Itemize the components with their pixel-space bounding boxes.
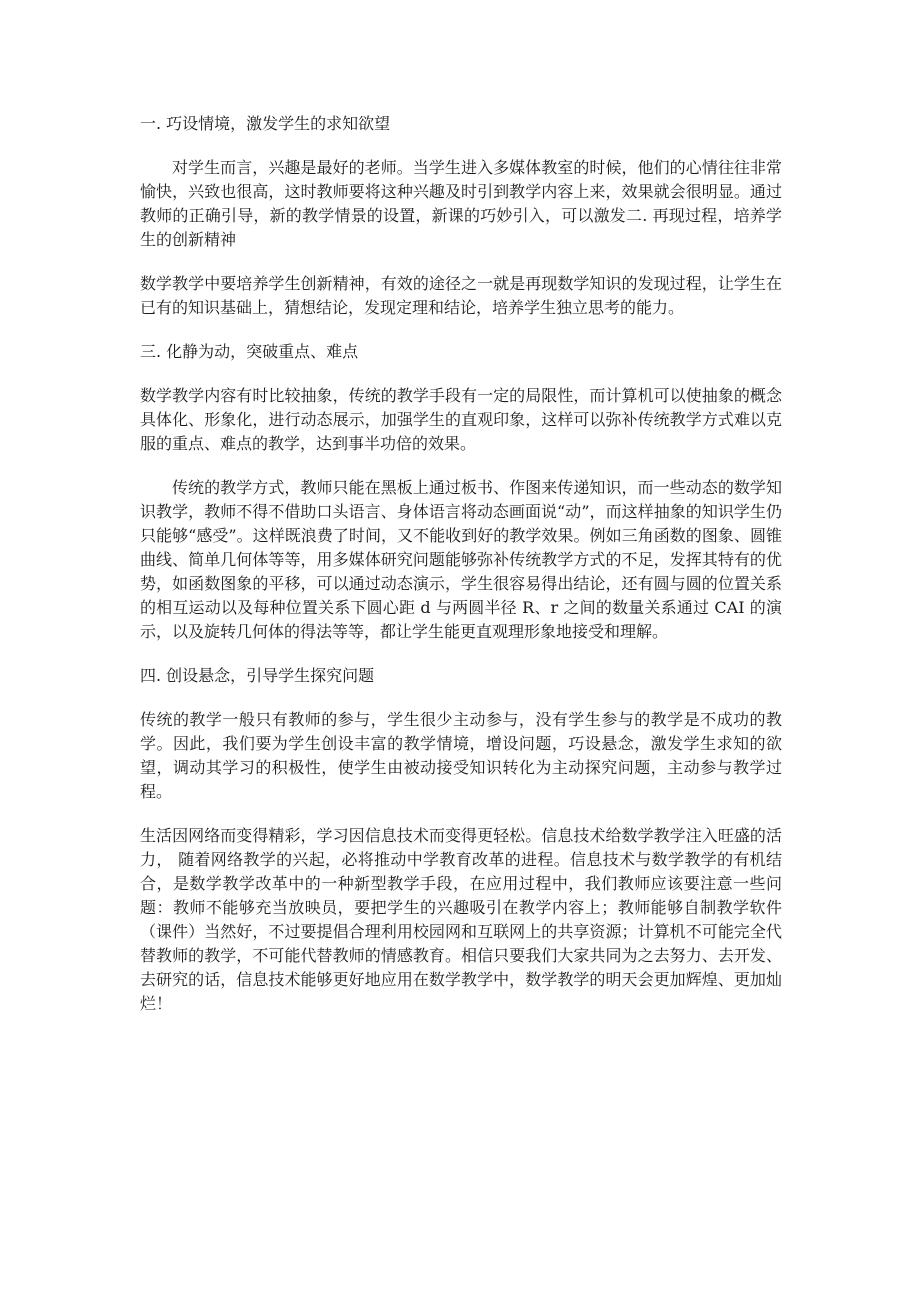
paragraph-1: 对学生而言，兴趣是最好的老师。当学生进入多媒体教室的时候，他们的心情往往非常愉快，兴致也很高，这时教师要将这种兴趣及时引到教学内容上来，效果就会很明显。通过教师的正确引导，新的教学情景的设置，新课的巧妙引入，可以激发二. 再现过程，培养学生的创新精神 (140, 158, 782, 249)
document-page (140, 112, 782, 1036)
paragraph-2: 数学教学中要培养学生创新精神，有效的途径之一就是再现数学知识的发现过程，让学生在已有的知识基础上，猜想结论，发现定理和结论，培养学生独立思考的能力。 (140, 274, 782, 317)
paragraph-6: 生活因网络而变得精彩，学习因信息技术而变得更轻松。信息技术给数学教学注入旺盛的活力， 随着网络教学的兴起，必将推动中学教育改革的进程。信息技术与数学教学的有机结合，是数学教学改革中的一种新型教学手段，在应用过程中，我们教师应该要注意一些问题：教师不能够充当放映员，要把学生的兴趣吸引在教学内容上；教师能够自制教学软件（课件）当然好，不过要提倡合理利用校园网和互联网上的共享资源；计算机不可能完全代替教师的教学，不可能代替教师的情感教育。相信只要我们大家共同为之去努力、去开发、去研究的话，信息技术能够更好地应用在数学教学中，数学教学的明天会更加辉煌、更加灿烂！ (140, 826, 782, 1013)
paragraph-3: 数学教学内容有时比较抽象，传统的教学手段有一定的局限性，而计算机可以使抽象的概念具体化、形象化，进行动态展示，加强学生的直观印象，这样可以弥补传统教学方式难以克服的重点、难点的教学，达到事半功倍的效果。 (140, 386, 782, 453)
section-heading-4: 四. 创设悬念，引导学生探究问题 (140, 666, 375, 685)
paragraph-4: 传统的教学方式，教师只能在黑板上通过板书、作图来传递知识，而一些动态的数学知识教学，教师不得不借助口头语言、身体语言将动态画面说“动”，而这样抽象的知识学生仍只能够“感受”。这样既浪费了时间，又不能收到好的教学效果。例如三角函数的图象、圆锥曲线、简单几何体等等，用多媒体研究问题能够弥补传统教学方式的不足，发挥其特有的优势，如函数图象的平移，可以通过动态演示，学生很容易得出结论，还有圆与圆的位置关系的相互运动以及每种位置关系下圆心距 d 与两圆半径 R、r 之间的数量关系通过 CAI 的演示，以及旋转几何体的得法等等，都让学生能更直观理形象地接受和理解。 (140, 478, 782, 641)
section-heading-1: 一. 巧设情境，激发学生的求知欲望 (140, 114, 391, 133)
section-heading-3: 三. 化静为动，突破重点、难点 (140, 342, 359, 361)
paragraph-5: 传统的教学一般只有教师的参与，学生很少主动参与，没有学生参与的教学是不成功的教学。因此，我们要为学生创设丰富的教学情境，增设问题，巧设悬念，激发学生求知的欲望，调动其学习的积极性，使学生由被动接受知识转化为主动探究问题，主动参与教学过程。 (140, 710, 782, 801)
